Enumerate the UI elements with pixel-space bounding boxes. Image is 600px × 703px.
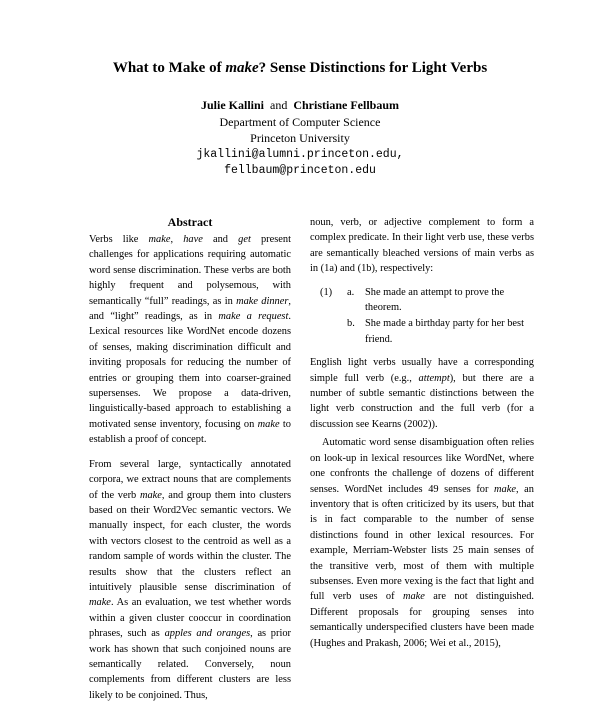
example-number: (1) (320, 286, 333, 298)
abstract-heading: Abstract (167, 215, 213, 229)
example-a-label: a. (347, 286, 355, 298)
example-a (310, 285, 534, 316)
example-b (310, 316, 534, 347)
example-b-label: b. (347, 318, 355, 330)
italic-term: make (257, 418, 280, 430)
author-2: Christiane Fellbaum (293, 98, 399, 112)
abstract-paragraph-2: From several large, syntactically annotated corpora, we extract nouns that are complements of the verb make, and group them into clusters based on their Word2Vec semantic vectors. We manually inspect, for each cluster, the words with vectors closest to the centroid as well as a random sample of words within the cluster. The results show that the clusters reflect an intuitively plausible sense discrimination of make. As an evaluation, we test whether words within a given cluster cooccur in coordination phrases, such as apples and oranges, as prior work has shown that such conjoined nouns are semantically related. Conversely, noun complements from different clusters are less likely to be conjoined. Thus, (89, 458, 292, 701)
author-and: and (270, 98, 288, 112)
author-block (0, 97, 600, 180)
university: Princeton University (250, 131, 350, 145)
email-2: fellbaum@princeton.edu (224, 164, 376, 177)
body-paragraph-3: Automatic word sense disambiguation often relies on look-up in lexical resources like WordNet, where one confronts the challenge of dozens of different senses. WordNet includes 49 senses for make, an inventory that is often criticized by its users, but that is in fact comparable to the number of sense distinctions found in other lexical resources. For example, Merriam-Webster lists 25 main senses of the transitive verb, most of them with multiple subsenses. Even more vexing is the fact that light and full verb uses of make are not distinguished. Different proposals for grouping senses into semantically underspecified clusters have been made (Hughes and Prakash, 2006; Wei et al., 2015), (310, 437, 534, 649)
email-1: jkallini@alumni.princeton.edu, (196, 147, 404, 161)
left-column (89, 232, 291, 703)
body-paragraph-1: noun, verb, or adjective complement to form a complex predicate. In their light verb use, these verbs are semantically bleached versions of main verbs as in (1a) and (1b), respectively: (310, 217, 534, 275)
department: Department of Computer Science (219, 114, 381, 129)
italic-term: make (494, 483, 516, 495)
italic-term: make dinner (236, 295, 289, 307)
author-names (0, 97, 600, 114)
right-column (310, 215, 534, 651)
italic-term: make (402, 591, 425, 603)
author-1: Julie Kallini (200, 98, 264, 112)
italic-term: make a request (218, 311, 289, 323)
italic-term: make (148, 234, 171, 245)
body-paragraph-2: English light verbs usually have a corresponding simple full verb (e.g., attempt), but there are a number of subtle semantic distinctions between the light verb construction and the full verb (for a discussion see Kearns (2002)). (310, 357, 534, 430)
example-a-text: She made an attempt to prove the theorem. (365, 286, 505, 314)
example-b-text: She made a birthday party for her best friend. (365, 318, 524, 345)
italic-term: get (238, 234, 251, 245)
italic-term: apples and oranges (164, 628, 251, 640)
paper-title: What to Make of make? Sense Distinctions for Light Verbs (112, 60, 488, 76)
italic-term: attempt (418, 372, 450, 384)
abstract-paragraph-1: Verbs like make, have and get present challenges for applications requiring automatic word sense discrimination. These verbs are both highly frequent and polysemous, with semantically “full” readings, as in make dinner, and “light” readings, as in make a request. Lexical resources like WordNet encode dozens of senses, making discrimination difficult and inviting proposals for reducing the number of entries or grouping them into coarser-grained supersenses. We propose a data-driven, linguistically-based approach to establishing a motivated sense inventory, focusing on make to establish a proof of concept. (89, 234, 291, 446)
example-list (310, 285, 534, 348)
italic-term: make (139, 489, 162, 501)
italic-term: make (89, 597, 111, 609)
italic-term: have (183, 234, 203, 245)
